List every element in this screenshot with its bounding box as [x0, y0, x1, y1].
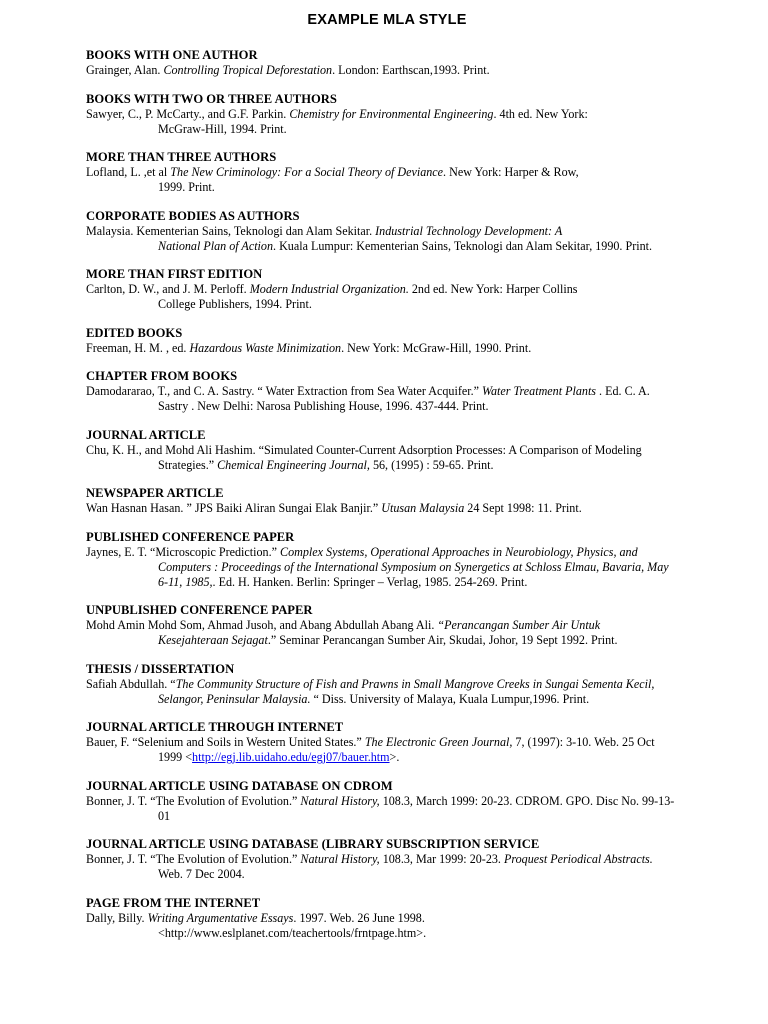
citation-entry [86, 165, 768, 195]
citation-text: . 1997. Web. 26 June 1998. [293, 910, 425, 925]
citation-entry [86, 911, 768, 941]
citation-text: 56, (1995) : 59-65. Print. [369, 457, 494, 472]
citation-text: Bauer, F. “Selenium and Soils in Western United States.” [86, 735, 365, 749]
citation-title-italic: Hazardous Waste Minimization [189, 340, 342, 355]
citation-entry [86, 224, 768, 254]
citation-text: Wan Hasnan Hasan. ” JPS Baiki Aliran Sungai Elak Banjir.” [86, 501, 382, 515]
citation-title-italic: Computers : Proceedings of the International Symposium on Synergetics at Schloss Elmau, Bavaria, May [158, 559, 669, 574]
citation-text: .” Seminar Perancangan Sumber Air, Skudai, Johor, 19 Sept 1992. Print. [267, 633, 618, 647]
citation-section [86, 779, 708, 824]
citation-text: Lofland, L. ,et al [86, 165, 171, 179]
citation-entry [86, 794, 768, 824]
citation-text: Chu, K. H., and Mohd Ali Hashim. “Simulated Counter-Current Adsorption Processes: A Comparison of Modeling [86, 442, 642, 457]
section-heading: NEWSPAPER ARTICLE [86, 486, 224, 500]
citation-title-italic: Complex Systems, Operational Approaches in Neurobiology, Physics, and [280, 544, 638, 559]
citation-section [86, 603, 708, 648]
citation-entry [86, 282, 768, 312]
citation-title-italic: “Perancangan Sumber Air Untuk [437, 618, 601, 632]
citation-title-italic: The Community Structure of Fish and Prawns in Small Mangrove Creeks in Sungai Sementa Kecil, [175, 676, 655, 691]
citation-text: Web. 7 Dec 2004. [158, 867, 245, 881]
citation-title-italic: Selangor, Peninsular Malaysia. [158, 691, 311, 706]
citation-section [86, 369, 708, 414]
page-title: EXAMPLE MLA STYLE [307, 12, 467, 28]
citation-title-italic: Natural History, [300, 852, 380, 866]
citation-title-italic: Utusan Malaysia [381, 501, 465, 515]
citation-title-italic: National Plan of Action [158, 238, 274, 253]
citation-title-italic: Water Treatment Plants [482, 384, 597, 398]
citation-section [86, 486, 708, 516]
citation-text: 108.3, March 1999: 20-23. CDROM. GPO. Disc No. 99-13- [379, 793, 675, 808]
citation-text: Malaysia. Kementerian Sains, Teknologi dan Alam Sekitar. [86, 223, 376, 238]
citation-title-italic: Modern Industrial Organization. [249, 282, 409, 296]
citation-section [86, 662, 708, 707]
citation-entry [86, 107, 768, 137]
citation-section [86, 209, 708, 254]
citation-title-italic: Writing Argumentative Essays [147, 910, 294, 925]
citation-section [86, 837, 708, 882]
citation-entry [86, 63, 768, 78]
citation-section [86, 92, 708, 137]
section-heading: EDITED BOOKS [86, 325, 183, 340]
citation-text: Bonner, J. T. “The Evolution of Evolution.” [86, 793, 301, 808]
citation-title-italic: Natural History, [300, 793, 380, 808]
section-heading: JOURNAL ARTICLE USING DATABASE (LIBRARY SUBSCRIPTION SERVICE [86, 837, 540, 851]
citation-entry [86, 677, 768, 707]
citation-text: Dally, Billy. [86, 910, 148, 925]
citation-text: College Publishers, 1994. Print. [158, 297, 312, 311]
citation-entry [86, 443, 768, 473]
citation-section [86, 267, 708, 312]
citation-text: Damodararao, T., and C. A. Sastry. “ Water Extraction from Sea Water Acquifer.” [86, 384, 483, 398]
citation-section [86, 896, 708, 941]
citation-entry [86, 501, 768, 516]
citation-text: Sawyer, C., P. McCarty., and G.F. Parkin. [86, 106, 290, 121]
citation-section [86, 150, 708, 195]
section-heading: MORE THAN THREE AUTHORS [86, 150, 277, 164]
citation-title-italic: Industrial Technology Development: A [375, 223, 563, 238]
citation-text: Mohd Amin Mohd Som, Ahmad Jusoh, and Abang Abdullah Abang Ali. [86, 618, 438, 632]
citation-text: 7, (1997): 3-10. Web. 25 Oct [512, 735, 655, 749]
citation-entry [86, 852, 768, 882]
citation-text: Strategies.” [158, 457, 218, 472]
section-heading: CHAPTER FROM BOOKS [86, 369, 238, 383]
citation-text: . New York: Harper & Row, [443, 165, 579, 179]
citation-title-italic: Controlling Tropical Deforestation [163, 63, 333, 77]
citation-text: . 4th ed. New York: [493, 106, 588, 121]
citation-section [86, 428, 708, 473]
section-heading: JOURNAL ARTICLE USING DATABASE ON CDROM [86, 778, 393, 793]
section-heading: PAGE FROM THE INTERNET [86, 895, 261, 910]
citation-entry [86, 341, 768, 356]
citation-text: 108.3, Mar 1999: 20-23. [379, 852, 504, 866]
citation-text: Sastry . New Delhi: Narosa Publishing House, 1996. 437-444. Print. [158, 399, 489, 413]
citation-text: . New York: McGraw-Hill, 1990. Print. [341, 340, 532, 355]
citation-entry [86, 618, 768, 648]
citation-section [86, 530, 708, 590]
section-heading: BOOKS WITH TWO OR THREE AUTHORS [86, 91, 337, 106]
section-heading: BOOKS WITH ONE AUTHOR [86, 48, 258, 62]
citation-section [86, 720, 708, 765]
section-heading: PUBLISHED CONFERENCE PAPER [86, 529, 295, 544]
citation-text: . Kuala Lumpur: Kementerian Sains, Teknologi dan Alam Sekitar, 1990. Print. [273, 238, 653, 253]
citation-text: <http://www.eslplanet.com/teachertools/frntpage.htm>. [158, 925, 427, 940]
citation-section [86, 48, 708, 78]
section-heading: UNPUBLISHED CONFERENCE PAPER [86, 603, 313, 617]
section-heading: THESIS / DISSERTATION [86, 661, 235, 676]
citation-title-italic: Proquest Periodical Abstracts. [503, 852, 653, 866]
citation-text: Jaynes, E. T. “Microscopic Prediction.” [86, 544, 281, 559]
citation-section [86, 326, 708, 356]
citation-link[interactable]: http://egj.lib.uidaho.edu/egj07/bauer.htm [192, 750, 390, 764]
citation-title-italic: 6-11, 1985, [158, 574, 213, 589]
section-heading: JOURNAL ARTICLE THROUGH INTERNET [86, 720, 344, 734]
citation-text: . Ed. H. Hanken. Berlin: Springer – Verlag, 1985. 254-269. Print. [212, 574, 528, 589]
citation-sections [86, 48, 708, 941]
section-heading: JOURNAL ARTICLE [86, 427, 206, 442]
citation-text: Grainger, Alan. [86, 63, 164, 77]
citation-text: >. [389, 750, 400, 764]
citation-text: 1999. Print. [158, 180, 215, 194]
section-heading: MORE THAN FIRST EDITION [86, 267, 263, 281]
citation-text: Carlton, D. W., and J. M. Perloff. [86, 282, 250, 296]
citation-entry [86, 384, 768, 414]
citation-text: . London: Earthscan,1993. Print. [332, 63, 490, 77]
citation-text: 2nd ed. New York: Harper Collins [408, 282, 578, 296]
citation-title-italic: Chemistry for Environmental Engineering [289, 106, 494, 121]
citation-text: 01 [158, 808, 171, 823]
citation-title-italic: The New Criminology: For a Social Theory of Deviance [170, 165, 444, 179]
citation-text: Safiah Abdullah. “ [86, 676, 176, 691]
citation-text: 24 Sept 1998: 11. Print. [464, 501, 582, 515]
citation-entry [86, 545, 768, 590]
citation-title-italic: Kesejahteraan Sejagat [158, 633, 268, 647]
citation-title-italic: The Electronic Green Journal, [364, 735, 513, 749]
citation-text: 1999 < [158, 750, 193, 764]
citation-text: “ Diss. University of Malaya, Kuala Lumpur,1996. Print. [310, 691, 590, 706]
section-heading: CORPORATE BODIES AS AUTHORS [86, 208, 300, 223]
citation-text: Freeman, H. M. , ed. [86, 340, 190, 355]
citation-text: Bonner, J. T. “The Evolution of Evolution.” [86, 852, 301, 866]
citation-text: . Ed. C. A. [596, 384, 650, 398]
citation-title-italic: Chemical Engineering Journal, [217, 457, 370, 472]
citation-text: McGraw-Hill, 1994. Print. [158, 121, 287, 136]
citation-entry [86, 735, 768, 765]
